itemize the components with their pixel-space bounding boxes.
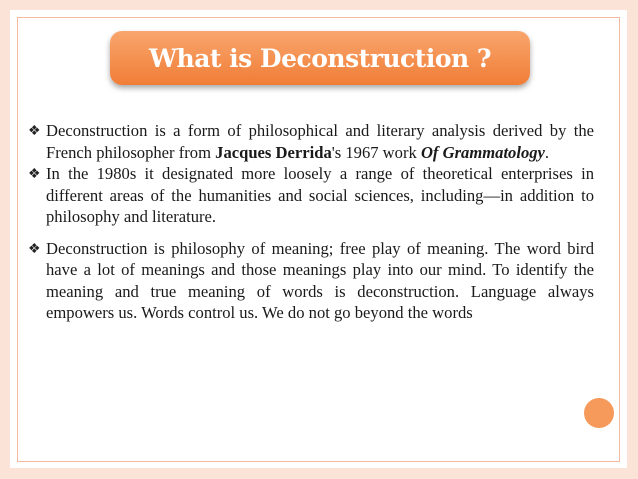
bullet-bold-text: Jacques Derrida (215, 142, 332, 162)
slide-content (28, 120, 594, 324)
slide-border-right (619, 17, 620, 461)
diamond-bullet-icon: ❖ (28, 167, 41, 182)
bullet-bold-italic-text: Of Grammatology (420, 142, 545, 162)
bullet-text: . (544, 142, 550, 162)
bullet-text: 's 1967 work (331, 142, 421, 162)
bullet-text: Deconstruction is philosophy of meaning; free play of meaning. The word bird have a lot of meanings and those meanings play into our mind. To identify the meaning and true meaning of words is deconstruction. Language always empowers us. Words control us. We do not go beyond the words (46, 238, 594, 322)
slide (10, 10, 627, 468)
diamond-bullet-icon: ❖ (28, 124, 41, 139)
bullet-item (28, 120, 594, 163)
title-banner (110, 31, 530, 85)
bullet-text: In the 1980s it designated more loosely a range of theoretical enterprises in different areas of the humanities and social sciences, including—in addition to philosophy and literature. (46, 164, 594, 226)
bullet-item (28, 238, 594, 324)
diamond-bullet-icon: ❖ (28, 241, 41, 257)
bullet-item (28, 163, 594, 228)
slide-border-bottom (17, 461, 620, 462)
slide-border-top (17, 17, 620, 18)
bullet-text: Deconstruction is a form of philosophical and literary analysis derived by the French philosopher from (46, 121, 594, 162)
slide-border-left (17, 17, 18, 461)
slide-title: What is Deconstruction ? (148, 43, 492, 73)
decorative-dot (584, 398, 614, 428)
